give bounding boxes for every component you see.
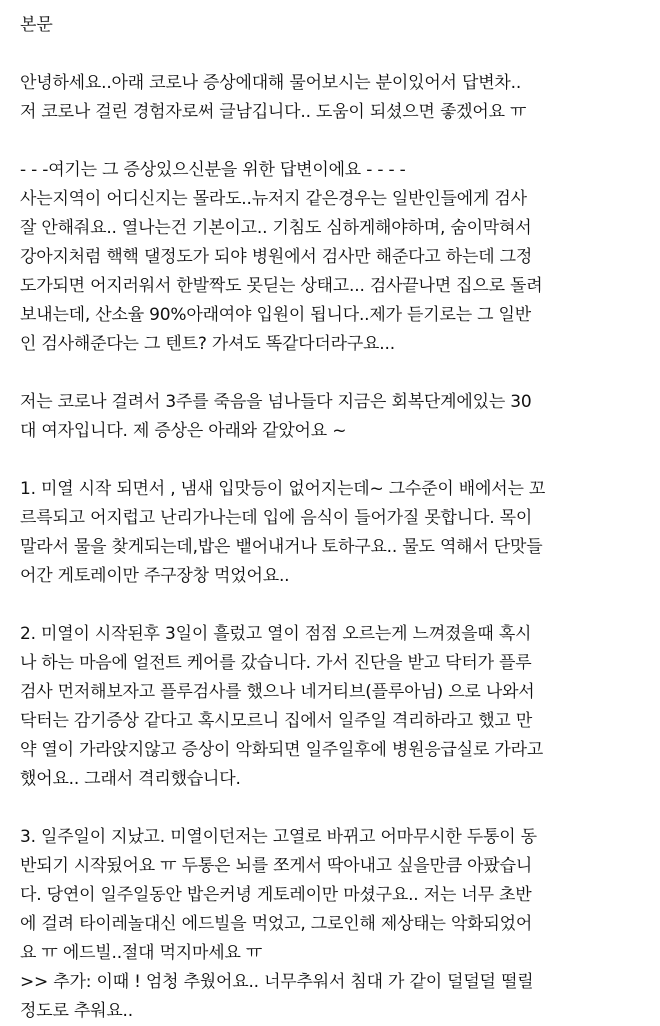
text-line: 사는지역이 어디신지는 몰라도..뉴저지 같은경우는 일반인들에게 검사 <box>20 189 527 209</box>
text-line: 3. 일주일이 지났고. 미열이던저는 고열로 바뀌고 어마무시한 두통이 동 <box>20 827 537 847</box>
text-line: 대 여자입니다. 제 증상은 아래와 같았어요 ~ <box>20 421 347 441</box>
paragraph <box>20 620 640 794</box>
text-line: 도가되면 어지러워서 한발짝도 못딛는 상태고... 검사끝나면 집으로 돌려 <box>20 276 543 296</box>
text-line: 저 코로나 걸린 경험자로써 글남깁니다.. 도움이 되셨으면 좋겠어요 ㅠ <box>20 102 527 122</box>
text-line: >> 추가: 이때 ! 엄청 추웠어요.. 너무추워서 침대 가 같이 덜덜덜 떨릴 <box>20 972 534 992</box>
text-line: 검사 먼저해보자고 플루검사를 했으나 네거티브(플루아님) 으로 나와서 <box>20 682 535 702</box>
spacer <box>20 446 640 475</box>
paragraph <box>20 69 640 127</box>
paragraph <box>20 156 640 359</box>
text-line: 닥터는 감기증상 같다고 혹시모르니 집에서 일주일 격리하라고 했고 만 <box>20 711 533 731</box>
spacer <box>20 127 640 156</box>
body-heading: 본문 <box>20 15 53 35</box>
spacer <box>20 794 640 823</box>
paragraph <box>20 823 640 1026</box>
spacer <box>20 359 640 388</box>
text-line: 했어요.. 그래서 격리했습니다. <box>20 769 241 789</box>
text-line: 어간 게토레이만 주구장창 먹었어요.. <box>20 566 290 586</box>
text-line: 약 열이 가라앉지않고 증상이 악화되면 일주일후에 병원응급실로 가라고 <box>20 740 544 760</box>
spacer <box>20 591 640 620</box>
text-line: 말라서 물을 찾게되는데,밥은 뱉어내거나 토하구요.. 물도 역해서 단맛들 <box>20 537 543 557</box>
text-line: 안녕하세요..아래 코로나 증상에대해 물어보시는 분이있어서 답변차.. <box>20 73 522 93</box>
text-line: - - -여기는 그 증상있으신분을 위한 답변이에요 - - - - <box>20 160 406 180</box>
text-line: 1. 미열 시작 되면서 , 냄새 입맛등이 없어지는데~ 그수준이 배에서는 꼬 <box>20 479 546 499</box>
paragraph <box>20 475 640 591</box>
text-line: 다. 당연이 일주일동안 밥은커녕 게토레이만 마셨구요.. 저는 너무 초반 <box>20 885 532 905</box>
post-content <box>20 69 640 1026</box>
text-line: 정도로 추워요.. <box>20 1001 133 1021</box>
text-line: 2. 미열이 시작된후 3일이 흘렀고 열이 점점 오르는게 느껴졌을때 혹시 <box>20 624 532 644</box>
text-line: 에 걸려 타이레놀대신 에드빌을 먹었고, 그로인해 제상태는 악화되었어 <box>20 914 533 934</box>
text-line: 잘 안해줘요.. 열나는건 기본이고.. 기침도 심하게해야하며, 숨이막혀서 <box>20 218 532 238</box>
text-line: 나 하는 마음에 얼전트 케어를 갔습니다. 가서 진단을 받고 닥터가 플루 <box>20 653 532 673</box>
spacer <box>20 40 640 69</box>
text-line: 요 ㅠ 에드빌..절대 먹지마세요 ㅠ <box>20 943 263 963</box>
text-line: 르륵되고 어지럽고 난리가나는데 입에 음식이 들어가질 못합니다. 목이 <box>20 508 533 528</box>
text-line: 저는 코로나 걸려서 3주를 죽음을 넘나들다 지금은 회복단계에있는 30 <box>20 392 532 412</box>
text-line: 반되기 시작됬어요 ㅠ 두통은 뇌를 쪼게서 딱아내고 싶을만큼 아팠습니 <box>20 856 533 876</box>
text-line: 인 검사해준다는 그 텐트? 가셔도 똑같다더라구요... <box>20 334 395 354</box>
text-line: 강아지처럼 핵핵 댈정도가 되야 병원에서 검사만 해준다고 하는데 그정 <box>20 247 533 267</box>
text-line: 보내는데, 산소율 90%아래여야 입원이 됩니다..제가 듣기로는 그 일반 <box>20 305 531 325</box>
paragraph <box>20 388 640 446</box>
